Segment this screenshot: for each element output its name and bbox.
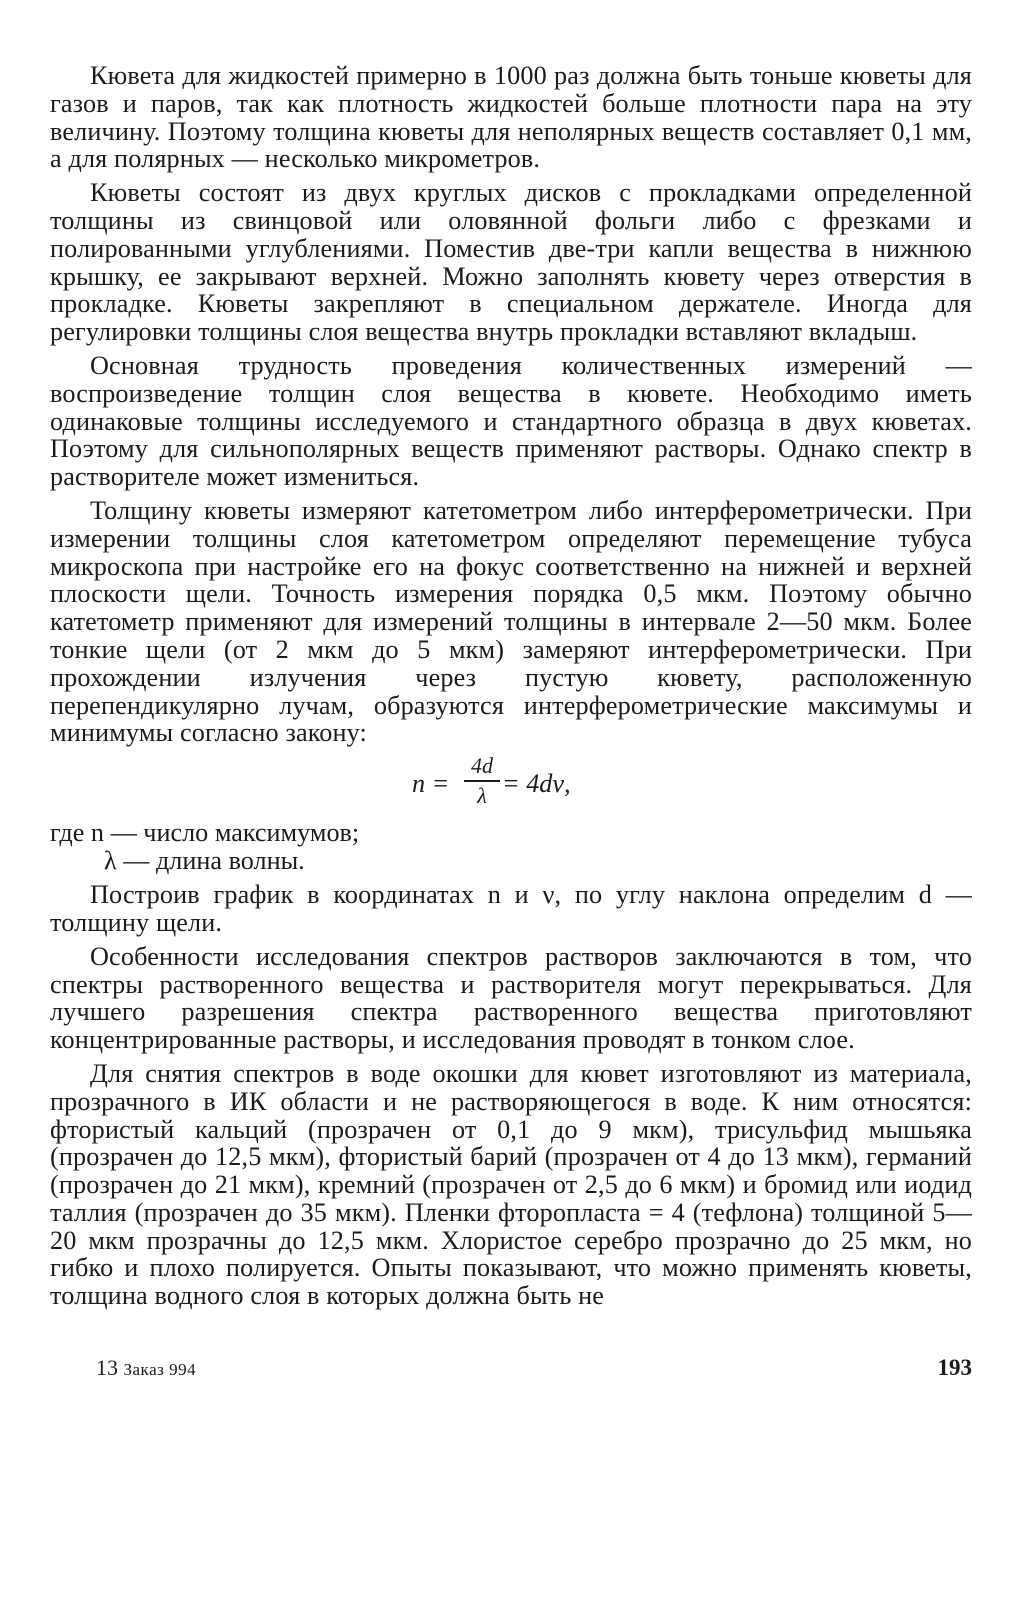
definition-n: где n — число максимумов; (50, 818, 360, 848)
fraction-bar (464, 780, 500, 782)
formula-definitions (50, 819, 972, 875)
formula-rhs: = 4dν, (502, 769, 571, 799)
paragraph-cuvette-thickness: Кювета для жидкостей примерно в 1000 раз должна быть тоньше кюветы для газов и паров, так как плотность жидкостей больше плотности пара на эту величину. Поэтому толщина кюветы для неполярных веществ составляет 0,1 мм, а для полярных — несколько микрометров. (50, 61, 972, 174)
paragraph-measurement-difficulty: Основная трудность проведения количественных измерений — воспроизведение толщин слоя вещества в кювете. Необходимо иметь одинаковые толщины исследуемого и стандартного образца в двух кюветах. Поэтому для сильнополярных веществ применяют растворы. Однако спектр в растворителе может измениться. (50, 350, 972, 492)
paragraph-graph-slope: Построив график в координатах n и ν, по углу наклона определим d — толщину щели. (50, 880, 972, 937)
paragraph-cuvette-construction: Кюветы состоят из двух круглых дисков с прокладками определенной толщины из свинцовой или оловянной фольги либо с фрезками и полированными углублениями. Поместив две-три капли вещества в нижнюю крышку, ее закрывают верхней. Можно заполнять кювету через отверстия в прокладке. Кюветы закрепляют в специальном держателе. Иногда для регулировки толщины слоя вещества внутрь прокладки вставляют вкладыш. (50, 178, 972, 347)
page-footer (50, 1355, 972, 1387)
formula-lhs: n = (412, 769, 450, 799)
paragraph-solution-spectra: Особенности исследования спектров растворов заключаются в том, что спектры растворенного вещества и растворителя могут перекрываться. Для лучшего разрешения спектра растворенного вещества приготовляют концентрированные растворы, и исследования проводят в тонком слое. (50, 941, 972, 1055)
page-body (50, 62, 972, 1316)
paragraph-thickness-measurement: Толщину кюветы измеряют катетометром либо интерферометрически. При измерении толщины слоя катетометром определяют перемещение тубуса микроскопа при настройке его на фокус соответственно на нижней и верхней плоскости щели. Точность измерения порядка 0,5 мкм. Поэтому обычно катетометр применяют для измерений толщины в интервале 2—50 мкм. Более тонкие щели (от 2 мкм до 5 мкм) замеряют интерферометрически. При прохождении излучения через пустую кювету, расположенную перепендикулярно лучам, образуются интерферометрические максимумы и минимумы согласно закону: (50, 495, 972, 748)
paragraph-window-materials: Для снятия спектров в воде окошки для кювет изготовляют из материала, прозрачного в ИК области и не растворяющегося в воде. К ним относятся: фтористый кальций (прозрачен от 0,1 до 9 мкм), трисульфид мышьяка (прозрачен до 12,5 мкм), фтористый барий (прозрачен от 4 до 13 мкм), германий (прозрачен до 21 мкм), кремний (прозрачен от 2,5 до 6 мкм) и бромид или иодид таллия (прозрачен до 35 мкм). Пленки фторопласта = 4 (тефлона) толщиной 5—20 мкм прозрачны до 12,5 мкм. Хлористое серебро прозрачно до 25 мкм, но гибко и плохо полируется. Опыты показывают, что можно применять кюветы, толщина водного слоя в которых должна быть не (50, 1058, 972, 1311)
signature-mark (96, 1355, 196, 1381)
signature-number: 13 (96, 1355, 118, 1380)
signature-order: Заказ 994 (123, 1360, 197, 1379)
formula-fraction (464, 753, 500, 808)
page-number: 193 (937, 1355, 972, 1380)
formula-numerator: 4d (471, 753, 493, 779)
interference-formula (50, 753, 972, 819)
definition-lambda: λ — длина волны. (104, 846, 305, 876)
formula-denominator: λ (477, 782, 487, 808)
